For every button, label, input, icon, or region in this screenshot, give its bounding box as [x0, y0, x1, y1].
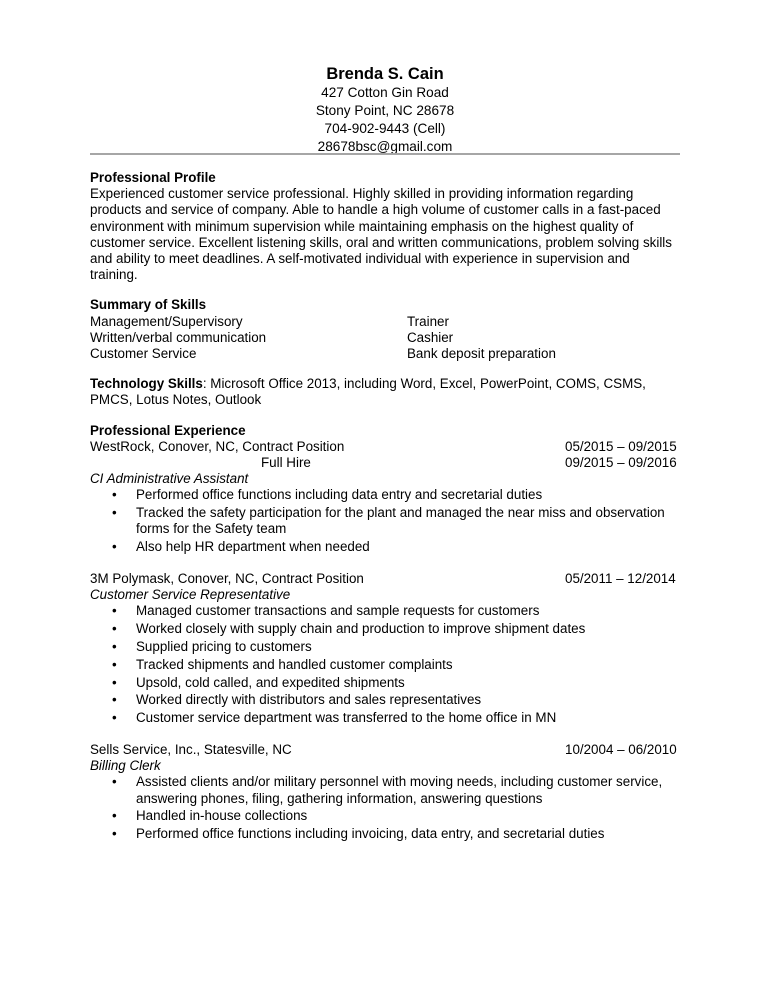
job-line	[90, 571, 680, 587]
skills-row	[90, 330, 680, 346]
technology-text: : Microsoft Office 2013, including Word, Excel, PowerPoint, COMS, CSMS, PMCS, Lotus Notes, Outlook	[90, 376, 646, 408]
skills-row	[90, 314, 680, 330]
candidate-name: Brenda S. Cain	[326, 65, 444, 83]
city-state-zip: Stony Point, NC 28678	[315, 103, 455, 118]
bullet-icon: •	[112, 774, 117, 790]
date-range: 05/2015 – 09/2015	[565, 438, 677, 454]
bullet-icon: •	[112, 603, 117, 619]
list-item: • Upsold, cold called, and expedited shipments	[112, 674, 405, 690]
bullet-icon: •	[112, 639, 117, 655]
bullet-icon: •	[112, 808, 117, 824]
job-duties	[90, 774, 680, 842]
skill-left: Management/Supervisory	[90, 313, 243, 329]
list-item: • Handled in-house collections	[112, 808, 308, 824]
job-line	[90, 455, 680, 471]
email-address: 28678bsc@gmail.com	[317, 139, 453, 154]
skill-right: Cashier	[407, 329, 454, 345]
bullet-icon: •	[112, 656, 117, 672]
employer: WestRock, Conover, NC, Contract Position	[90, 438, 345, 454]
date-range: 10/2004 – 06/2010	[565, 742, 677, 758]
experience-heading: Professional Experience	[90, 422, 246, 438]
list-item: • Performed office functions including invoicing, data entry, and secretarial duties	[112, 826, 605, 842]
job-title: Customer Service Representative	[90, 587, 291, 603]
list-item: • Tracked the safety participation for the plant and managed the near miss and observation forms for the Safety team	[112, 505, 665, 537]
skill-right: Bank deposit preparation	[407, 346, 556, 362]
bullet-icon: •	[112, 826, 117, 842]
skills-row	[90, 346, 680, 362]
profile-heading: Professional Profile	[90, 170, 216, 185]
header-divider	[90, 153, 680, 155]
list-item: • Supplied pricing to customers	[112, 639, 312, 655]
bullet-icon: •	[112, 692, 117, 708]
skill-left: Written/verbal communication	[90, 329, 267, 345]
list-item: • Managed customer transactions and sample requests for customers	[112, 603, 540, 619]
list-item: • Also help HR department when needed	[112, 539, 370, 555]
list-item: • Worked closely with supply chain and production to improve shipment dates	[112, 621, 586, 637]
job-line	[90, 439, 680, 455]
street-address: 427 Cotton Gin Road	[321, 85, 449, 100]
job-duties	[90, 487, 680, 555]
phone-number: 704-902-9443 (Cell)	[324, 121, 446, 136]
bullet-icon: •	[112, 621, 117, 637]
job-title: Billing Clerk	[90, 758, 161, 774]
job-title: CI Administrative Assistant	[90, 471, 249, 487]
skills-heading: Summary of Skills	[90, 297, 207, 313]
profile-text: Experienced customer service professional. Highly skilled in providing information regarding products and service of company. Able to handle a high volume of customer calls in a fast-paced environment with minimum supervision while maintaining emphasis on the highest quality of customer service. Excellent listening skills, oral and written communications, problem solving skills and ability to meet deadlines. A self-motivated individual with experience in supervision and training.	[90, 186, 672, 283]
technology-skills	[90, 376, 680, 408]
employer: 3M Polymask, Conover, NC, Contract Position	[90, 571, 364, 587]
list-item: • Performed office functions including data entry and secretarial duties	[112, 487, 543, 503]
list-item: • Customer service department was transferred to the home office in MN	[112, 710, 557, 726]
list-item: • Worked directly with distributors and sales representatives	[112, 692, 482, 708]
skill-right: Trainer	[407, 313, 449, 329]
bullet-icon: •	[112, 487, 117, 503]
technology-label: Technology Skills	[90, 376, 203, 392]
job-duties	[90, 603, 680, 726]
list-item: • Tracked shipments and handled customer complaints	[112, 656, 453, 672]
contact-header	[90, 64, 680, 156]
bullet-icon: •	[112, 539, 117, 555]
resume-body	[90, 170, 680, 844]
skill-left: Customer Service	[90, 346, 197, 362]
date-range: 05/2011 – 12/2014	[565, 571, 676, 587]
list-item: • Assisted clients and/or military personnel with moving needs, including customer service, answering phones, filing, gathering information, answering questions	[112, 774, 663, 806]
bullet-icon: •	[112, 710, 117, 726]
job-line	[90, 742, 680, 758]
employment-type: Full Hire	[261, 455, 311, 471]
employer: Sells Service, Inc., Statesville, NC	[90, 742, 292, 758]
bullet-icon: •	[112, 674, 117, 690]
bullet-icon: •	[112, 505, 117, 521]
date-range: 09/2015 – 09/2016	[565, 455, 677, 471]
